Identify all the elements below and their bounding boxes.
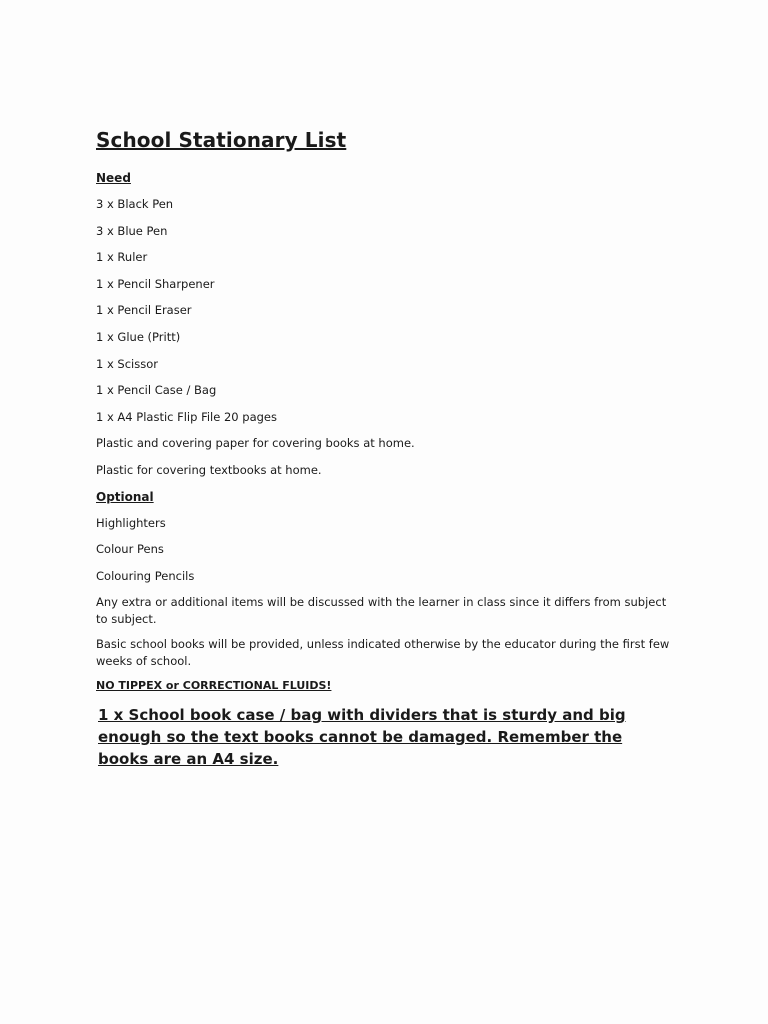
optional-heading: Optional (96, 489, 154, 504)
document-title: School Stationary List (96, 128, 347, 152)
need-item: 1 x Pencil Sharpener (96, 276, 215, 291)
optional-item: Colouring Pencils (96, 568, 195, 583)
school-books-paragraph: Basic school books will be provided, unless indicated otherwise by the educator during the first few weeks of school. (96, 637, 670, 669)
extra-items-paragraph: Any extra or additional items will be discussed with the learner in class since it differs from subject to subject. (96, 595, 667, 627)
document-content (96, 128, 676, 770)
need-item: Plastic for covering textbooks at home. (96, 462, 322, 477)
need-heading: Need (96, 171, 131, 185)
need-item: 1 x A4 Plastic Flip File 20 pages (96, 409, 277, 424)
need-item: 3 x Blue Pen (96, 223, 168, 238)
warning-note: NO TIPPEX or CORRECTIONAL FLUIDS! (96, 679, 332, 693)
need-item: Plastic and covering paper for covering books at home. (96, 436, 415, 451)
final-note: 1 x School book case / bag with dividers that is sturdy and big enough so the text books cannot be damaged. Remember the books are an A4 size. (98, 706, 626, 769)
need-item: 1 x Glue (Pritt) (96, 329, 181, 344)
need-item: 1 x Scissor (96, 356, 158, 371)
optional-item: Colour Pens (96, 542, 164, 557)
optional-item: Highlighters (96, 515, 166, 530)
need-item: 1 x Pencil Eraser (96, 303, 192, 318)
need-item: 1 x Pencil Case / Bag (96, 383, 217, 398)
need-item: 3 x Black Pen (96, 197, 174, 211)
need-item: 1 x Ruler (96, 250, 148, 265)
